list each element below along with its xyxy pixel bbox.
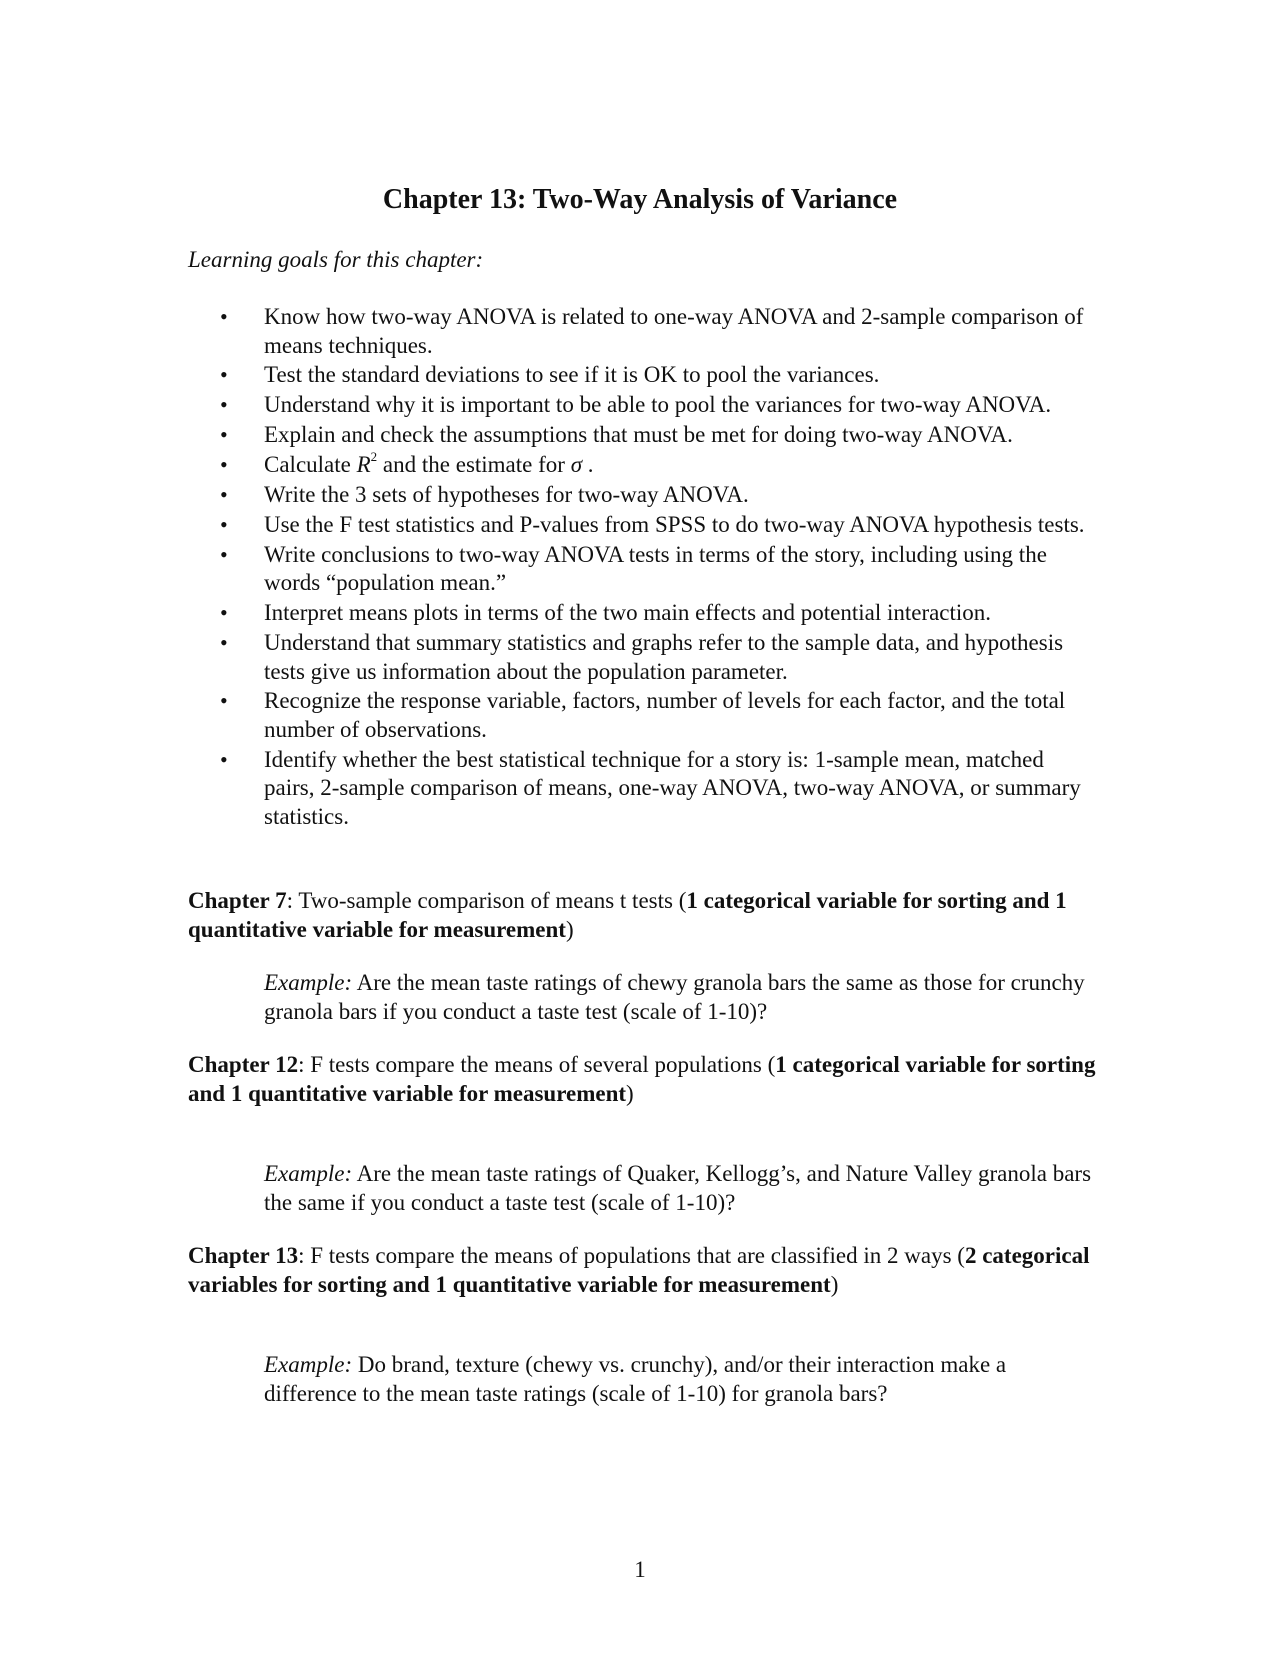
example-label: Example: <box>264 970 353 995</box>
list-item: • Explain and check the assumptions that must be met for doing two-way ANOVA. <box>188 421 1098 450</box>
chapter-text: : Two-sample comparison of means t tests ( <box>286 888 687 913</box>
example-text: Are the mean taste ratings of Quaker, Kellogg’s, and Nature Valley granola bars the same if you conduct a taste test (scale of 1-10)? <box>264 1161 1092 1215</box>
chapter-12-section <box>188 1050 1098 1108</box>
chapter-label: Chapter 13 <box>188 1243 299 1268</box>
list-item: • Understand why it is important to be able to pool the variances for two-way ANOVA. <box>188 391 1098 420</box>
list-item: • Write the 3 sets of hypotheses for two-way ANOVA. <box>188 481 1098 510</box>
example-text: Do brand, texture (chewy vs. crunchy), and/or their interaction make a difference to the mean taste ratings (scale of 1-10) for granola bars? <box>264 1352 1007 1406</box>
chapter-text: : F tests compare the means of several populations ( <box>298 1052 776 1077</box>
example-label: Example: <box>264 1352 353 1377</box>
learning-goals-list <box>188 303 1098 833</box>
r-symbol: R <box>356 452 371 478</box>
chapter-13-section <box>188 1241 1098 1299</box>
chapter-7-example <box>264 968 1098 1026</box>
list-item: • Understand that summary statistics and graphs refer to the sample data, and hypothesis tests give us information about the population parameter. <box>188 629 1098 686</box>
list-item: • Identify whether the best statistical technique for a story is: 1-sample mean, matched pairs, 2-sample comparison of means, one-way ANOVA, two-way ANOVA, or summary statistics. <box>188 746 1098 832</box>
page-title: Chapter 13: Two-Way Analysis of Variance <box>382 184 898 215</box>
list-item: • Know how two-way ANOVA is related to one-way ANOVA and 2-sample comparison of means techniques. <box>188 303 1098 360</box>
chapter-13-example <box>264 1350 1098 1408</box>
chapter-7-section <box>188 886 1098 944</box>
goal-text: . <box>582 452 594 478</box>
chapter-12-example <box>264 1159 1098 1217</box>
goal-text: Calculate <box>264 452 357 478</box>
chapter-close: ) <box>626 1081 634 1106</box>
chapter-close: ) <box>830 1272 839 1297</box>
chapter-variables: 1 categorical variable for sorting and 1 quantitative variable for measurement <box>188 888 1067 942</box>
chapter-label: Chapter 12 <box>188 1052 299 1077</box>
chapter-variables: 2 categorical variables for sorting and 1 quantitative variable for measurement <box>188 1243 1090 1297</box>
superscript: 2 <box>370 449 378 465</box>
chapter-close: ) <box>565 917 574 942</box>
chapter-variables: 1 categorical variable for sorting and 1 quantitative variable for measurement <box>188 1052 1096 1106</box>
sigma-symbol: σ <box>570 452 583 478</box>
list-item: • Recognize the response variable, factors, number of levels for each factor, and the total number of observations. <box>188 687 1098 744</box>
list-item: • Test the standard deviations to see if it is OK to pool the variances. <box>188 361 1098 390</box>
example-text: Are the mean taste ratings of chewy granola bars the same as those for crunchy granola bars if you conduct a taste test (scale of 1-10)? <box>264 970 1085 1024</box>
page-number: 1 <box>634 1557 646 1582</box>
list-item: • Use the F test statistics and P-values from SPSS to do two-way ANOVA hypothesis tests. <box>188 511 1098 540</box>
chapter-text: : F tests compare the means of populations that are classified in 2 ways ( <box>298 1243 965 1268</box>
list-item: • Write conclusions to two-way ANOVA tests in terms of the story, including using the words “population mean.” <box>188 541 1098 598</box>
chapter-label: Chapter 7 <box>188 888 287 913</box>
goal-text: and the estimate for <box>377 452 571 478</box>
learning-goals-heading: Learning goals for this chapter: <box>188 247 484 272</box>
example-label: Example: <box>264 1161 353 1186</box>
list-item: • Interpret means plots in terms of the two main effects and potential interaction. <box>188 599 1098 628</box>
list-item <box>188 451 1098 480</box>
